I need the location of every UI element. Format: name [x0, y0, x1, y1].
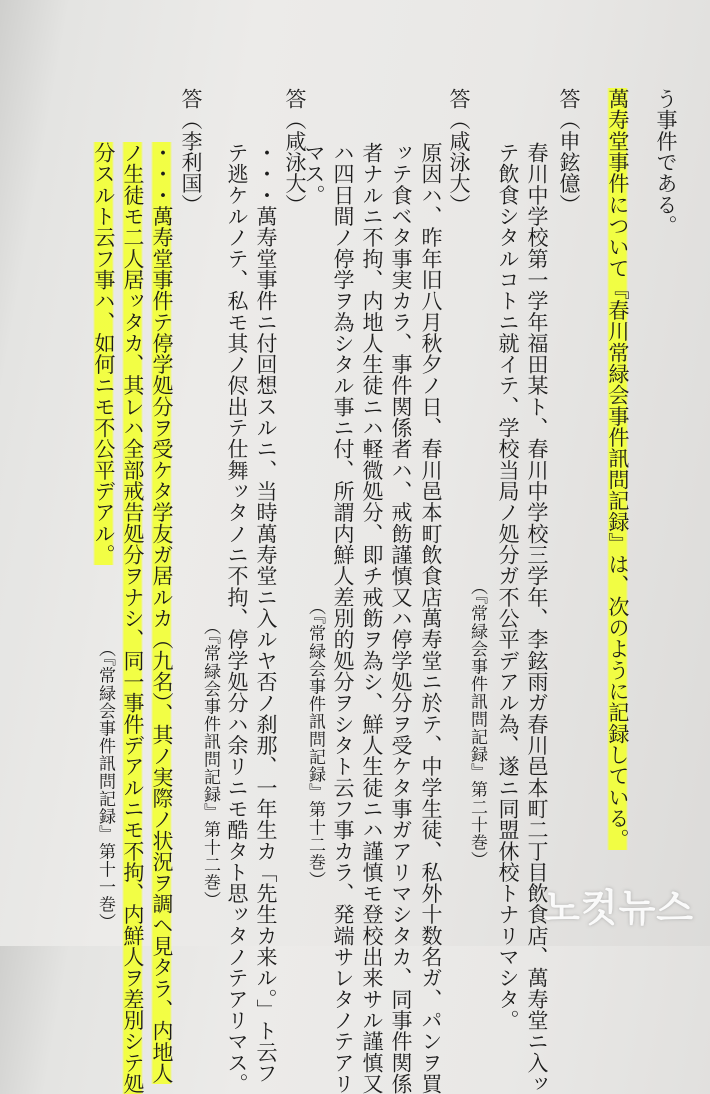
- speaker-label: 答（咸泳大）: [283, 88, 307, 215]
- text-column: テ逃ケルノテ、私モ其ノ侭出テ仕舞ッタノニ不拘、停学処分ハ余リニモ酷タト思ッタノテアリマス。: [225, 142, 249, 1094]
- citation: （『常緑会事件訊問記録』第十二巻）: [200, 618, 220, 909]
- text-column: ハ四日間ノ停学ヲ為シタル事ニ付、所謂内鮮人差別的処分ヲシタト云フ事カラ、発端サレタノテアリ: [331, 142, 355, 1094]
- speaker-label: 答（咸泳大）: [447, 88, 471, 215]
- text-column: テ飲食シタルコトニ就イテ、学校当局ノ処分ガ不公平デアル為、遂ニ同盟休校トナリマシタ。: [496, 142, 520, 1031]
- text-column: ・・・萬寿堂事件ニ付回想スルニ、当時萬寿堂ニ入ルヤ否ノ刹那、一年生カ「先生カ来ル。」ト云フ: [254, 142, 278, 1084]
- highlighted-text-column: 萬寿堂事件について『春川常緑会事件訊問記録』は、次のように記録している。: [606, 88, 630, 850]
- text-column: 春川中学校第一学年福田某ト、春川中学校三学年、李鉉雨ガ春川邑本町二丁目飲食店、萬寿堂ニ入ッ: [525, 142, 549, 1094]
- citation: （『常緑会事件訊問記録』第十一巻）: [95, 640, 115, 931]
- text-column: 者ナルニ不拘、内地人生徒ニハ軽微処分、即チ戒飭ヲ為シ、鮮人生徒ニハ謹慎モ登校出来サル謹慎又: [360, 142, 384, 1094]
- citation: （『常緑会事件訊問記録』第二十巻）: [467, 578, 487, 869]
- highlighted-text-column: 分スルト云フ事ハ、如何ニモ不公平デアル。: [92, 142, 116, 566]
- text-column: ッテ食ベタ事実カラ、事件関係者ハ、戒飭謹慎又ハ停学処分ヲ受ケタ事ガアリマシタカ、同事件関係: [389, 142, 413, 1094]
- watermark-logo: 노컷뉴스: [543, 886, 694, 930]
- highlighted-text-column: ノ生徒モ二人居ッタカ、其レハ全部戒告処分ヲナシ、同一事件デアルニモ不拘、内鮮人ヲ差別シテ処: [121, 142, 145, 1094]
- speaker-label: 答（申鉉億）: [557, 88, 581, 215]
- text-column: う事件である。: [654, 88, 678, 237]
- speaker-label: 答（李利国）: [179, 88, 203, 215]
- citation: （『常緑会事件訊問記録』第十二巻）: [305, 598, 325, 889]
- text-column: マス。: [302, 142, 326, 206]
- text-column: 原因ハ、昨年旧八月秋夕ノ日、春川邑本町飲食店萬寿堂ニ於テ、中学生徒、私外十数名ガ、パンヲ買: [419, 142, 443, 1094]
- highlighted-text-column: ・・・萬寿堂事件テ停学処分ヲ受ケタ学友ガ居ルカ（九名）、其ノ実際ノ状況ヲ調ヘ見タラ、内地人: [150, 142, 174, 1084]
